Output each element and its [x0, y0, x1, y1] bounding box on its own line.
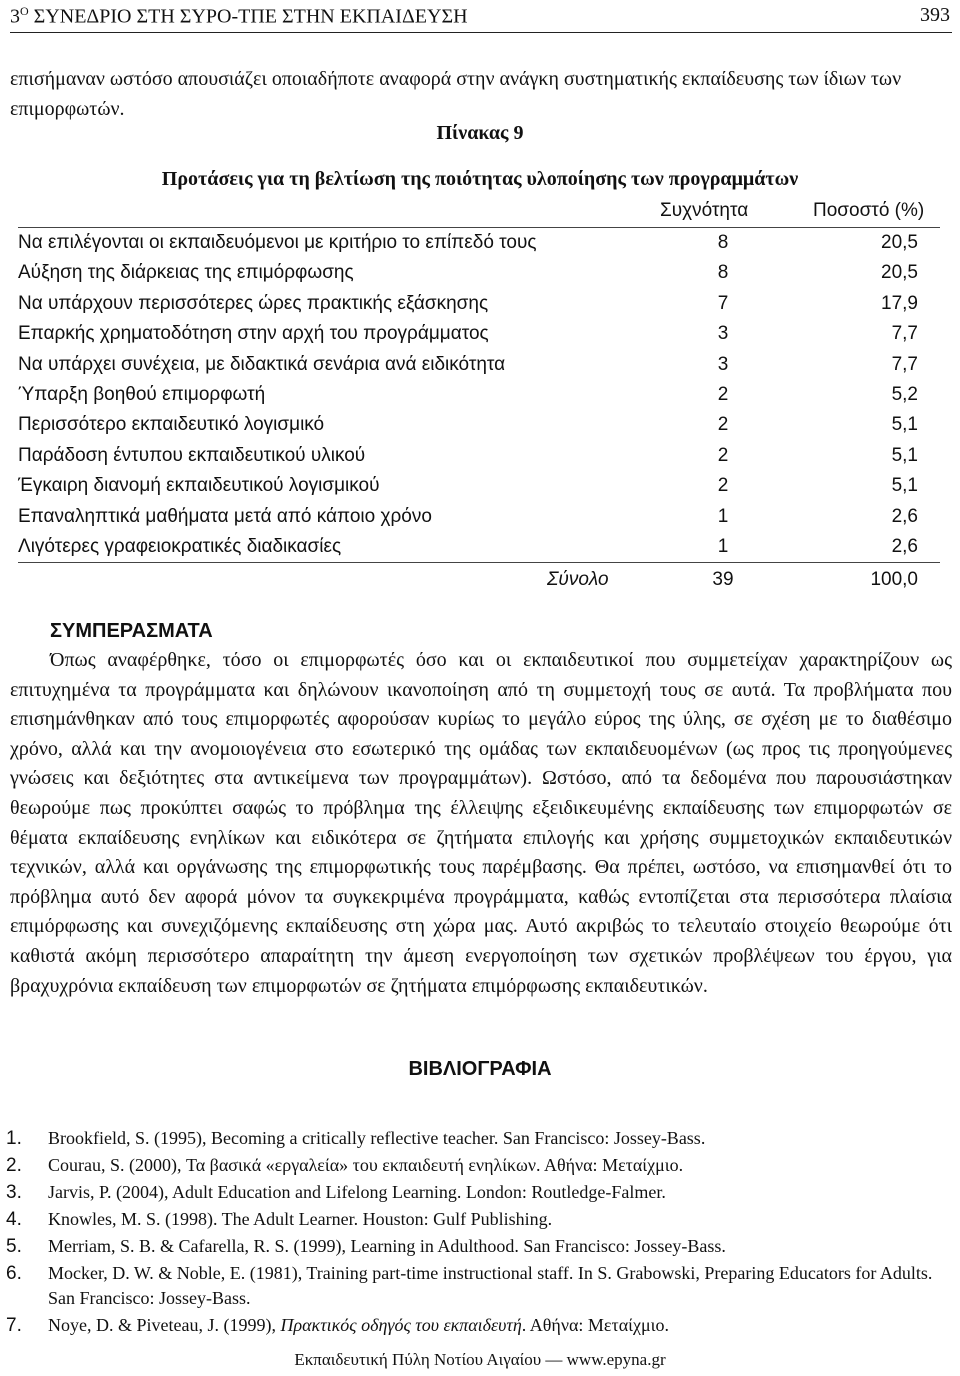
row-label: Λιγότερες γραφειοκρατικές διαδικασίες [18, 535, 342, 557]
row-percent: 20,5 [881, 232, 918, 253]
bibliography-entry [6, 1207, 952, 1232]
row-frequency: 2 [717, 414, 729, 436]
entry-italic-title: Πρακτικός οδηγός του εκπαιδευτή [280, 1315, 522, 1335]
page-number: 393 [920, 4, 950, 26]
row-percent: 5,1 [891, 444, 918, 466]
conclusions-paragraph: Όπως αναφέρθηκε, τόσο οι επιμορφωτές όσο και οι εκπαιδευτικοί που συμμετείχαν χαρακτηρίζουν ως επιτυχημένα τα προγράμματα και δηλώνουν ικανοποίηση από τη συμμετοχή τους σε αυτά. Τα προβλήματα που επισημάνθηκαν από τους επιμορφωτές αφορούσαν κυρίως το μεγάλο εύρος της ύλης, σε σχέση με το διαθέσιμο χρόνο, αλλά και την ανομοιογένεια στο εσωτερικό της ομάδας των εκπαιδευομένων (ως προς τις προηγούμενες γνώσεις και δεξιότητες στα αντικείμενα των προγραμμάτων). Ωστόσο, από τα δεδομένα που παρουσιάστηκαν θεωρούμε πως προκύπτει σαφώς το πρόβλημα της έλλειψης εξειδικευμένης εκπαίδευσης των επιμορφωτών σε θέματα εκπαίδευσης ενηλίκων και ειδικότερα σε ζητήματα επιλογής και χρήσης συμμετοχικών εκπαιδευτικών τεχνικών, αλλά και οργάνωσης της επιμορφωτικής τους παρέμβασης. Θα πρέπει, ωστόσο, να επισημανθεί ότι το πρόβλημα αυτό δεν αφορά μόνον τα συγκεκριμένα προγράμματα, καθώς εντοπίζεται στα περισσότερα πλαίσια επιμόρφωσης και συνεχιζόμενης εκπαίδευσης στη χώρα μας. Αυτό ακριβώς το τελευταίο στοιχείο θεωρούμε ότι καθιστά ακόμη περισσότερο απαραίτητη την άμεση ενεργοποίηση των σχετικών προβλέψεων του έργου, για βραχυχρόνια εκπαίδευση των επιμορφωτών σε ζητήματα επιμόρφωσης εκπαιδευτικών. [10, 649, 952, 997]
row-percent: 5,1 [891, 414, 918, 436]
row-percent: 2,6 [891, 535, 918, 557]
table-row [18, 502, 940, 532]
row-percent: 7,7 [891, 323, 918, 345]
row-frequency: 1 [717, 505, 729, 527]
row-percent: 5,2 [891, 383, 918, 405]
table-row [18, 289, 940, 319]
table-total-row [18, 563, 940, 595]
conference-name: ΣΥΝΕΔΡΙΟ ΣΤΗ ΣΥΡΟ-ΤΠΕ ΣΤΗΝ ΕΚΠΑΙΔΕΥΣΗ [33, 5, 468, 28]
entry-text: Jarvis, P. (2004), Adult Education and Lifelong Learning. London: Routledge-Falmer. [48, 1182, 666, 1202]
entry-number: 5. [6, 1236, 22, 1257]
row-frequency: 2 [717, 383, 729, 405]
table-header-row [18, 199, 940, 225]
row-label: Επαρκής χρηματοδότηση στην αρχή του προγράμματος [18, 323, 489, 345]
row-frequency: 2 [717, 475, 729, 497]
entry-text-after: . Αθήνα: Μεταίχμιο. [521, 1315, 669, 1335]
header-frequency: Συχνότητα [660, 200, 749, 221]
total-label: Σύνολο [547, 569, 609, 591]
entry-number: 2. [6, 1155, 22, 1176]
entry-text: Brookfield, S. (1995), Becoming a critically reflective teacher. San Francisco: Jossey-Bass. [48, 1128, 706, 1148]
row-frequency: 3 [717, 353, 729, 375]
entry-number: 6. [6, 1263, 22, 1284]
table-row [18, 532, 940, 563]
header-percent: Ποσοστό (%) [813, 200, 925, 221]
table-row [18, 441, 940, 471]
bibliography-entry [6, 1234, 952, 1259]
entry-number: 1. [6, 1128, 22, 1149]
table-row [18, 410, 940, 440]
ordinal-superscript: Ο [20, 4, 29, 18]
suggestions-table [18, 199, 940, 591]
page-footer: Εκπαιδευτική Πύλη Νοτίου Αιγαίου ― www.epyna.gr [294, 1350, 666, 1369]
total-percent: 100,0 [870, 569, 918, 591]
row-percent: 2,6 [891, 505, 918, 527]
row-percent: 17,9 [881, 292, 918, 314]
row-percent: 7,7 [891, 353, 918, 375]
table-row [18, 258, 940, 288]
row-label: Παράδοση έντυπου εκπαιδευτικού υλικού [18, 444, 366, 466]
row-label: Να υπάρχουν περισσότερες ώρες πρακτικής εξάσκησης [18, 292, 489, 314]
conference-title [10, 4, 468, 29]
bibliography-entry [6, 1313, 952, 1338]
table-row [18, 471, 940, 501]
row-label: Ύπαρξη βοηθού επιμορφωτή [18, 383, 266, 405]
entry-text: Noye, D. & Piveteau, J. (1999), [48, 1315, 281, 1335]
table-row [18, 350, 940, 380]
bibliography-list [6, 1126, 952, 1340]
row-frequency: 2 [717, 444, 729, 466]
table-row [18, 380, 940, 410]
row-label: Να επιλέγονται οι εκπαιδευόμενοι με κριτήριο το επίπεδό τους [18, 232, 537, 253]
bibliography-entry [6, 1180, 952, 1205]
table-title: Προτάσεις για τη βελτίωση της ποιότητας υλοποίησης των προγραμμάτων [161, 168, 799, 190]
entry-text: Merriam, S. B. & Cafarella, R. S. (1999), Learning in Adulthood. San Francisco: Jossey-Bass. [48, 1236, 726, 1256]
intro-paragraph: επισήμαναν ωστόσο απουσιάζει οποιαδήποτε αναφορά στην ανάγκη συστηματικής εκπαίδευσης των ίδιων των επιμορφωτών. [10, 68, 902, 120]
row-label: Περισσότερο εκπαιδευτικό λογισμικό [18, 414, 325, 436]
conclusions-heading: ΣΥΜΠΕΡΑΣΜΑΤΑ [50, 620, 213, 642]
bibliography-entry [6, 1153, 952, 1178]
row-frequency: 8 [717, 232, 729, 253]
row-percent: 20,5 [881, 262, 918, 284]
table-row [18, 228, 940, 258]
conference-ordinal: 3 [10, 5, 20, 28]
row-frequency: 7 [717, 292, 729, 314]
bibliography-heading: ΒΙΒΛΙΟΓΡΑΦΙΑ [408, 1058, 552, 1080]
total-frequency: 39 [712, 569, 734, 591]
table-row [18, 319, 940, 349]
row-label: Να υπάρχει συνέχεια, με διδακτικά σενάρια ανά ειδικότητα [18, 353, 506, 375]
table-caption: Πίνακας 9 [436, 122, 524, 144]
row-frequency: 1 [717, 535, 729, 557]
entry-text: Knowles, M. S. (1998). The Adult Learner. Houston: Gulf Publishing. [48, 1209, 553, 1229]
entry-number: 4. [6, 1209, 22, 1230]
entry-text: Courau, S. (2000), Τα βασικά «εργαλεία» του εκπαιδευτή ενηλίκων. Αθήνα: Μεταίχμιο. [48, 1155, 684, 1175]
running-header [10, 2, 952, 33]
row-label: Αύξηση της διάρκειας της επιμόρφωσης [18, 262, 354, 284]
entry-number: 7. [6, 1315, 22, 1336]
row-label: Έγκαιρη διανομή εκπαιδευτικού λογισμικού [18, 475, 380, 497]
row-frequency: 8 [717, 262, 729, 284]
entry-number: 3. [6, 1182, 22, 1203]
row-label: Επαναληπτικά μαθήματα μετά από κάποιο χρόνο [18, 505, 432, 527]
row-percent: 5,1 [891, 475, 918, 497]
table-body [18, 227, 940, 595]
row-frequency: 3 [717, 323, 729, 345]
entry-text: Mocker, D. W. & Noble, E. (1981), Training part-time instructional staff. In S. Grabowski, Preparing Educators for Adults. San Francisco: Jossey-Bass. [48, 1263, 933, 1308]
bibliography-entry [6, 1126, 952, 1151]
bibliography-entry [6, 1261, 952, 1311]
